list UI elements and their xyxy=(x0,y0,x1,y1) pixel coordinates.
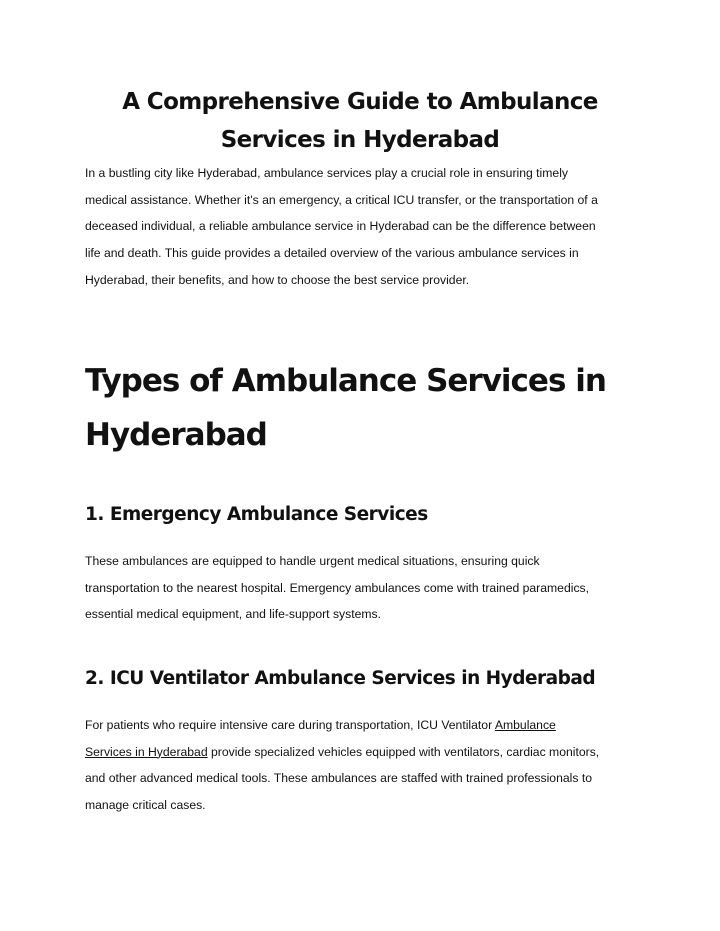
intro-line: In a bustling city like Hyderabad, ambulance services play a crucial role in ensuring timely xyxy=(85,166,568,180)
document-title xyxy=(86,83,634,159)
ambulance-services-link-continued[interactable]: Services in Hyderabad xyxy=(85,744,208,759)
icu-line-3: and other advanced medical tools. These ambulances are staffed with trained professionals to xyxy=(85,771,592,786)
intro-line: medical assistance. Whether it's an emergency, a critical ICU transfer, or the transportation of a xyxy=(85,192,598,207)
emergency-line: These ambulances are equipped to handle urgent medical situations, ensuring quick xyxy=(85,554,540,568)
intro-line: Hyderabad, their benefits, and how to choose the best service provider. xyxy=(85,272,470,287)
emergency-paragraph xyxy=(85,548,640,628)
intro-line: life and death. This guide provides a detailed overview of the various ambulance services in xyxy=(85,246,579,261)
section-heading-line-2: Hyderabad xyxy=(85,417,267,453)
icu-line-2 xyxy=(85,739,640,766)
subheading-icu-ventilator: 2. ICU Ventilator Ambulance Services in Hyderabad xyxy=(85,668,596,689)
section-heading-types xyxy=(85,354,645,462)
document-title-line-2: Services in Hyderabad xyxy=(220,127,500,153)
emergency-line: essential medical equipment, and life-support systems. xyxy=(85,607,382,622)
icu-line-4: manage critical cases. xyxy=(85,798,206,813)
ambulance-services-link[interactable]: Ambulance xyxy=(494,718,556,732)
icu-line-2-text: provide specialized vehicles equipped with ventilators, cardiac monitors, xyxy=(207,744,600,759)
intro-line: deceased individual, a reliable ambulance service in Hyderabad can be the difference between xyxy=(85,219,596,234)
document-title-line-1: A Comprehensive Guide to Ambulance xyxy=(122,89,598,115)
intro-paragraph xyxy=(85,160,640,294)
subheading-emergency: 1. Emergency Ambulance Services xyxy=(85,504,428,525)
section-heading-line-1: Types of Ambulance Services in xyxy=(85,363,606,399)
emergency-line: transportation to the nearest hospital. Emergency ambulances come with trained paramedics, xyxy=(85,580,590,595)
icu-line-1 xyxy=(85,712,640,739)
icu-paragraph xyxy=(85,712,640,819)
icu-line-1-text: For patients who require intensive care during transportation, ICU Ventilator xyxy=(85,718,495,732)
